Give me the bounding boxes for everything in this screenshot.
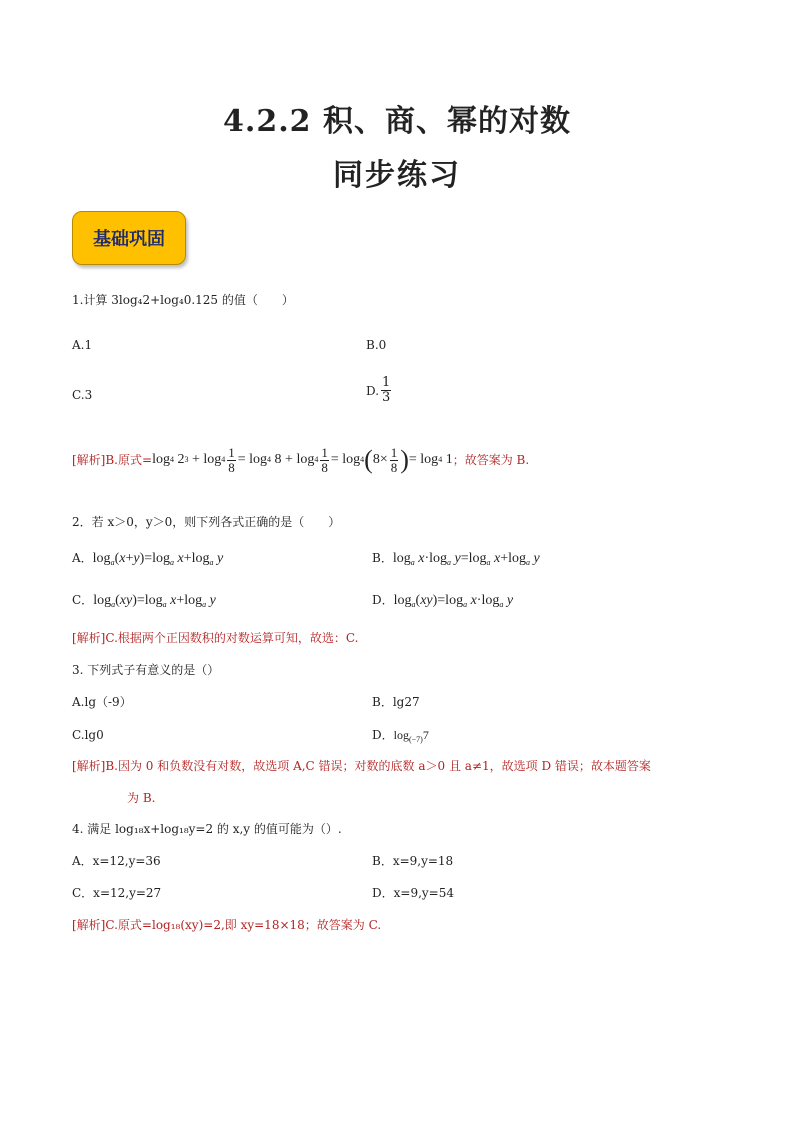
q3-option-c: C.lg0 (72, 728, 104, 742)
q4-option-c: C．x=12,y=27 (72, 886, 162, 900)
q4-option-d: D．x=9,y=54 (372, 886, 454, 900)
q3-stem: 3. 下列式子有意义的是（） (72, 663, 220, 677)
q1-analysis-suffix: ；故答案为 B. (452, 453, 530, 467)
q1-option-b: B.0 (366, 338, 387, 352)
q3-analysis-line1: [解析]B.因为 0 和负数没有对数，故选项 A,C 错误；对数的底数 a＞0 且 a≠1，故选项 D 错误；故本题答案 (72, 759, 651, 773)
q2-option-d: D．$\log_a(xy)=\log_a$ $x\cdot\log_a$ y (372, 593, 514, 609)
q2-option-d-prefix: D． (372, 593, 394, 607)
q3-option-a: A.lg（-9） (72, 695, 132, 709)
q1-option-d-den: 3 (382, 390, 391, 405)
q2-option-c: C．$\log_a(xy)=\log_a$ $x+\log_a$ y (72, 593, 216, 609)
q1-option-c: C.3 (72, 388, 93, 402)
q4-option-a: A．x=12,y=36 (72, 854, 161, 868)
q2-option-c-prefix: C． (72, 593, 94, 607)
q3-option-d-prefix: D． (372, 728, 394, 742)
q3-analysis-line2: 为 B. (127, 791, 156, 805)
q2-stem: 2．若 x＞0，y＞0，则下列各式正确的是（ ） (72, 515, 341, 529)
q1-analysis (72, 440, 529, 480)
q3-option-d: D．$\log_{(-7)}7$ (372, 728, 429, 744)
q2-option-b: B．$\log_a x\cdot\log_a$ $y=\log_a$ $x+\log_a$ y (372, 551, 540, 567)
q1-analysis-formula: log 4 2 3 + log 4 $\frac{1}{8}$ = log 4 8 + log 4 $\frac{1}{8}$ = log 4 ( 8× $\frac{1}{8}$ ) = log 4 1 (152, 444, 453, 475)
page-subtitle: 同步练习 (333, 158, 461, 193)
q1-option-d-fraction (381, 376, 391, 405)
q4-analysis: [解析]C.原式=log₁₈(xy)=2,即 xy=18×18；故答案为 C. (72, 918, 382, 932)
q1-option-d (366, 376, 393, 405)
q2-analysis: [解析]C.根据两个正因数积的对数运算可知，故选：C. (72, 631, 359, 645)
q1-analysis-prefix: [解析]B.原式= (72, 453, 153, 467)
q3-option-b: B．lg27 (372, 695, 420, 709)
page-title: 4.2.2 积、商、幂的对数 (223, 104, 571, 139)
q1-option-d-num: 1 (382, 375, 391, 390)
q4-stem: 4. 满足 log₁₈x+log₁₈y=2 的 x,y 的值可能为（）. (72, 822, 342, 836)
q4-option-b: B．x=9,y=18 (372, 854, 454, 868)
q2-option-a-prefix: A． (72, 551, 93, 565)
section-badge: 基础巩固 (72, 211, 186, 265)
q2-option-b-prefix: B． (372, 551, 393, 565)
q1-option-a: A.1 (72, 338, 93, 352)
q1-option-d-prefix: D. (366, 383, 380, 398)
q1-stem: 1.计算 3log₄2+log₄0.125 的值（ ） (72, 293, 294, 307)
q2-option-a: A．$\log_a(x+y)=\log_a$ $x+\log_a$ y (72, 551, 224, 567)
